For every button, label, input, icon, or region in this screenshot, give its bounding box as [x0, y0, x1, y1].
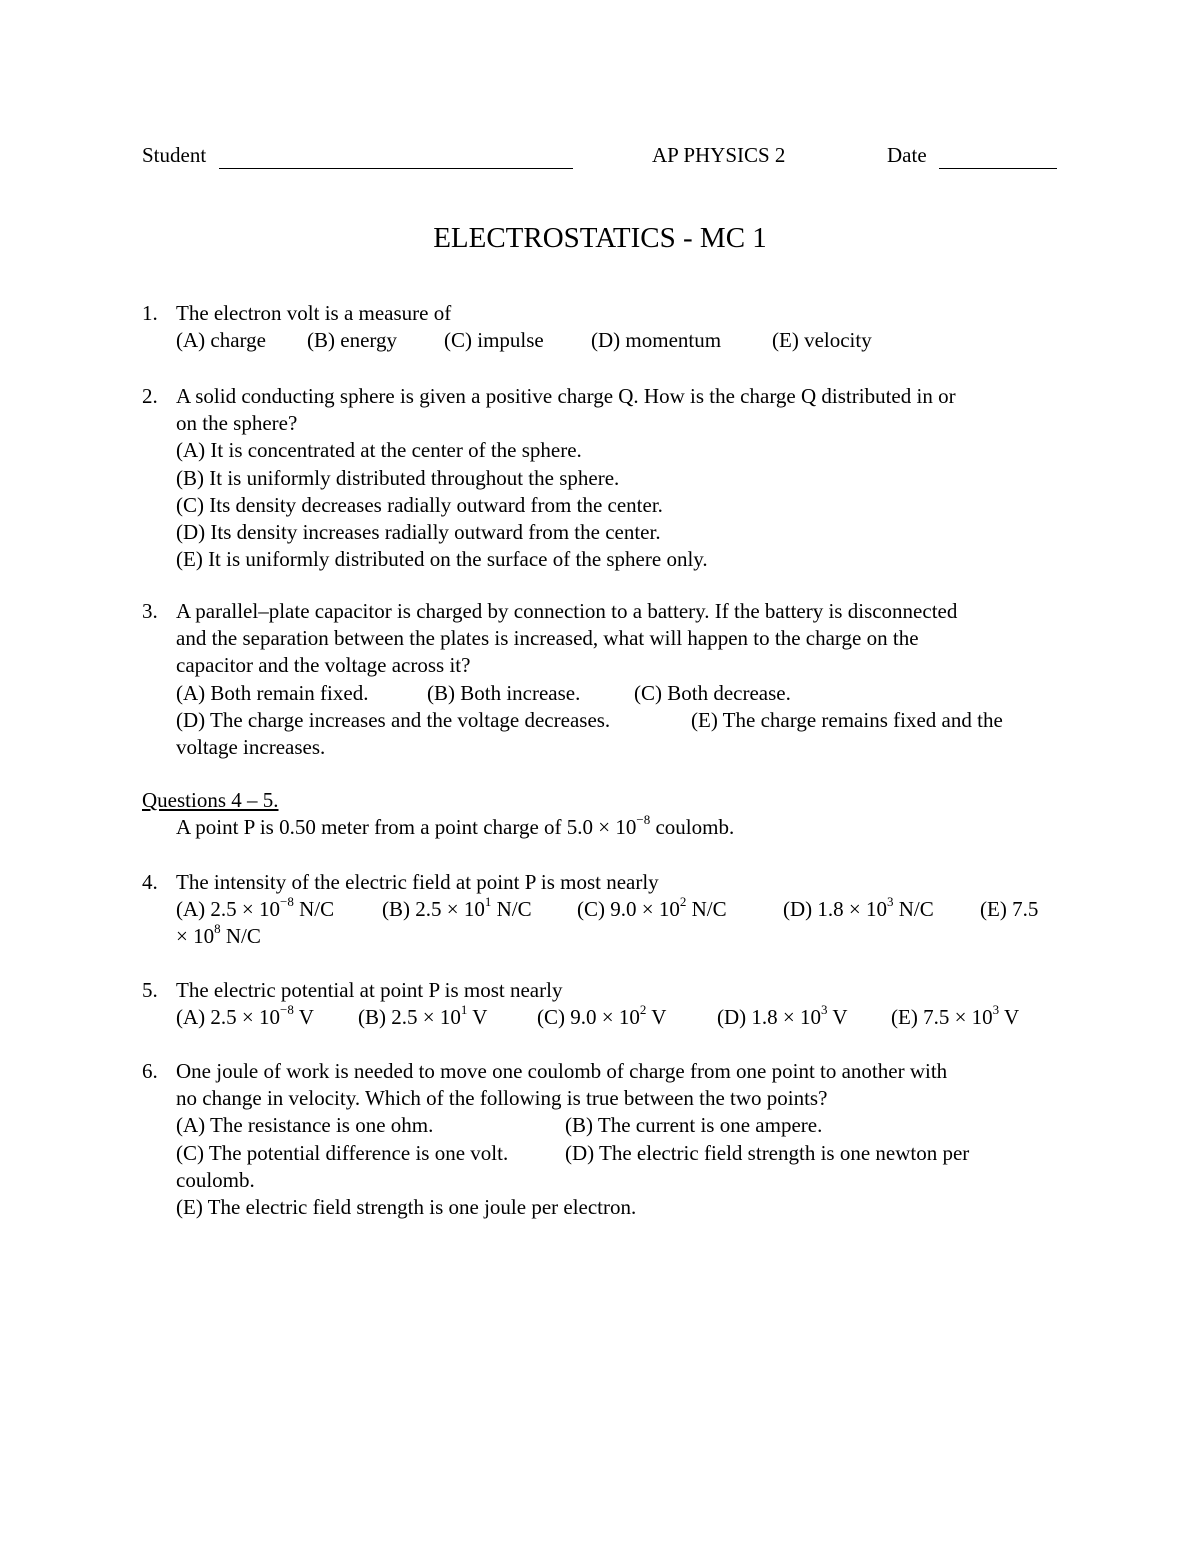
option-b[interactable]: (B) $2.5 \times 10^1$ N/C	[382, 894, 532, 922]
option-e[interactable]: (E) 7.5	[980, 897, 1039, 922]
question-number: 2.	[142, 384, 158, 408]
group-label: Questions 4 – 5.	[142, 788, 279, 812]
option-c[interactable]: (C) $9.0 \times 10^2$ N/C	[577, 894, 727, 922]
student-name-blank[interactable]	[219, 168, 573, 169]
option-c[interactable]: (C) Both decrease.	[634, 680, 791, 705]
question-2	[142, 383, 1062, 573]
option-e[interactable]: (E) The charge remains fixed and the	[691, 707, 1003, 732]
question-number: 1.	[142, 301, 158, 325]
question-3	[142, 598, 1062, 761]
option-d-continued: coulomb.	[176, 1167, 255, 1192]
question-stem: The electric potential at point P is most nearly	[176, 978, 563, 1002]
question-1	[142, 300, 1062, 354]
option-d[interactable]: (D) Its density increases radially outward from the center.	[176, 520, 661, 545]
question-4	[142, 869, 1062, 951]
question-stem-line: A solid conducting sphere is given a positive charge Q. How is the charge Q distributed in or	[176, 384, 956, 408]
question-stem-line: and the separation between the plates is increased, what will happen to the charge on the	[176, 626, 919, 651]
option-c[interactable]: (C) The potential difference is one volt.	[176, 1140, 509, 1165]
option-d[interactable]: (D) The charge increases and the voltage decreases.	[176, 707, 611, 732]
option-d[interactable]: (D) The electric field strength is one newton per	[565, 1140, 970, 1165]
question-5	[142, 977, 1062, 1031]
option-d[interactable]: (D) $1.8 \times 10^3$ V	[717, 1002, 848, 1030]
option-c[interactable]: (C) impulse	[444, 328, 544, 353]
option-a[interactable]: (A) Both remain fixed.	[176, 680, 369, 705]
question-number: 5.	[142, 978, 158, 1002]
date-blank[interactable]	[939, 168, 1057, 169]
question-stem-line: capacitor and the voltage across it?	[176, 653, 471, 678]
option-a[interactable]: (A) $2.5 \times 10^{-8}$ N/C	[176, 894, 335, 922]
option-e-continued: × $10^8$ N/C	[176, 921, 261, 949]
course-name: AP PHYSICS 2	[652, 143, 786, 167]
option-a[interactable]: (A) $2.5 \times 10^{-8}$ V	[176, 1002, 314, 1030]
student-label: Student	[142, 143, 207, 167]
date-label: Date	[887, 143, 927, 167]
option-b[interactable]: (B) It is uniformly distributed throughout the sphere.	[176, 465, 620, 490]
option-e[interactable]: (E) velocity	[772, 328, 872, 353]
option-b[interactable]: (B) Both increase.	[427, 680, 581, 705]
question-number: 6.	[142, 1059, 158, 1083]
option-e[interactable]: (E) $7.5 \times 10^3$ V	[891, 1002, 1020, 1030]
option-a[interactable]: (A) charge	[176, 328, 266, 353]
option-b[interactable]: (B) $2.5 \times 10^1$ V	[358, 1002, 488, 1030]
option-d[interactable]: (D) $1.8 \times 10^3$ N/C	[783, 894, 934, 922]
option-e[interactable]: (E) It is uniformly distributed on the surface of the sphere only.	[176, 547, 708, 572]
option-a[interactable]: (A) It is concentrated at the center of the sphere.	[176, 438, 582, 463]
page-title: ELECTROSTATICS - MC 1	[433, 222, 767, 254]
option-e[interactable]: (E) The electric field strength is one joule per electron.	[176, 1195, 637, 1220]
option-c[interactable]: (C) $9.0 \times 10^2$ V	[537, 1002, 667, 1030]
question-stem: The intensity of the electric field at point P is most nearly	[176, 870, 659, 894]
option-d[interactable]: (D) momentum	[591, 328, 722, 353]
option-e-continued: voltage increases.	[176, 735, 326, 760]
group-text: A point P is 0.50 meter from a point charge of $5.0 \times 10^{-8}$ coulomb.	[176, 812, 735, 840]
question-6	[142, 1058, 1062, 1221]
option-b[interactable]: (B) The current is one ampere.	[565, 1113, 823, 1138]
question-stem: The electron volt is a measure of	[176, 301, 452, 325]
question-stem-line: A parallel–plate capacitor is charged by connection to a battery. If the battery is disconnected	[176, 599, 958, 623]
option-b[interactable]: (B) energy	[307, 328, 397, 353]
option-a[interactable]: (A) The resistance is one ohm.	[176, 1113, 434, 1138]
question-stem-line: no change in velocity. Which of the following is true between the two points?	[176, 1086, 828, 1111]
question-stem-line: on the sphere?	[176, 411, 298, 436]
option-c[interactable]: (C) Its density decreases radially outward from the center.	[176, 492, 663, 517]
question-number: 3.	[142, 599, 158, 623]
question-number: 4.	[142, 870, 158, 894]
question-stem-line: One joule of work is needed to move one coulomb of charge from one point to another with	[176, 1059, 948, 1083]
question-group-4-5	[142, 787, 1062, 841]
